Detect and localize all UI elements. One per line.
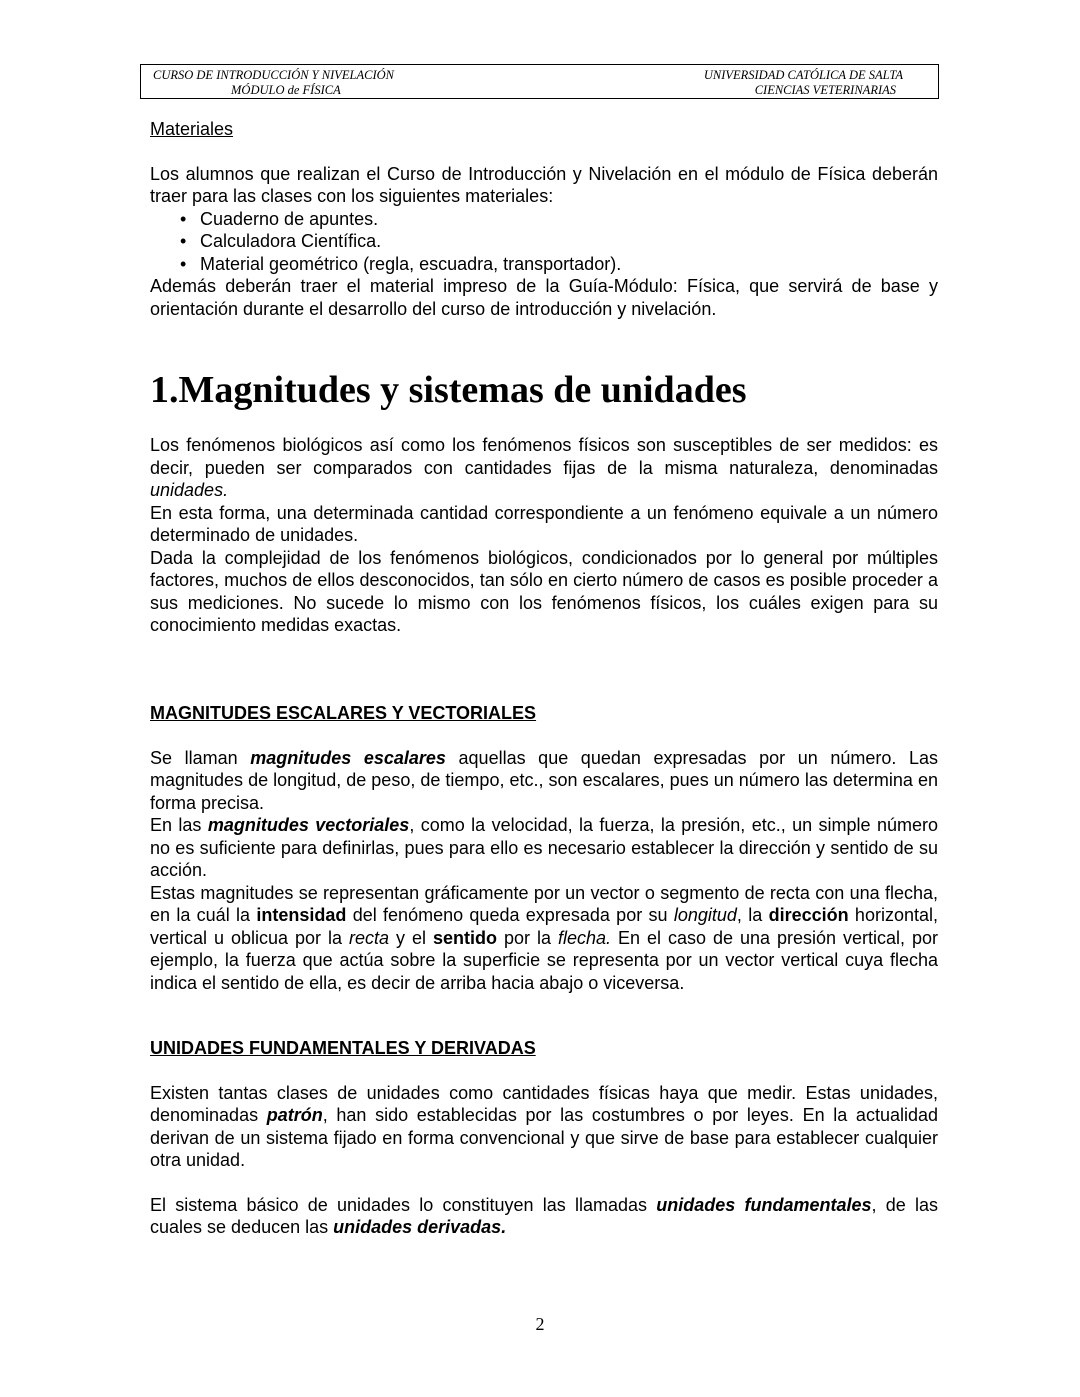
paragraph: En esta forma, una determinada cantidad correspondiente a un fenómeno equivale a un número determinado de unidades. [150, 502, 938, 545]
section1-body [150, 434, 938, 637]
list-item: • Cuaderno de apuntes. [180, 208, 938, 231]
unidades-section [150, 1037, 938, 1239]
header-module: MÓDULO de FÍSICA [231, 83, 341, 97]
materiales-heading: Materiales [150, 119, 234, 139]
materiales-intro: Los alumnos que realizan el Curso de Introducción y Nivelación en el módulo de Física deberán traer para las clases con los siguientes materiales: [150, 163, 938, 206]
escalares-heading: MAGNITUDES ESCALARES Y VECTORIALES [150, 703, 537, 723]
unidades-heading: UNIDADES FUNDAMENTALES Y DERIVADAS [150, 1038, 536, 1058]
paragraph: Existen tantas clases de unidades como cantidades físicas haya que medir. Estas unidades, denominadas patrón, han sido establecidas por las costumbres o por leyes. En la actualidad derivan de un sistema fijado en forma convencional y que sirve de base para establecer cualquier otra unidad. [150, 1082, 938, 1170]
paragraph: Estas magnitudes se representan gráficamente por un vector o segmento de recta con una flecha, en la cuál la intensidad del fenómeno queda expresada por su longitud, la dirección horizontal, vertical u oblicua por la recta y el sentido por la flecha. En el caso de una presión vertical, por ejemplo, la fuerza que actúa sobre la superficie se representa por un vector vertical cuya flecha indica el sentido de ella, es decir de arriba hacia abajo o viceversa. [150, 882, 938, 993]
header-course: CURSO DE INTRODUCCIÓN Y NIVELACIÓN [153, 68, 394, 82]
materiales-section [150, 118, 938, 320]
paragraph: Se llaman magnitudes escalares aquellas que quedan expresadas por un número. Las magnitudes de longitud, de peso, de tiempo, etc., son escalares, pues un número las determina en forma precisa. [150, 747, 938, 813]
header-university: UNIVERSIDAD CATÓLICA DE SALTA [703, 68, 903, 82]
header-faculty: CIENCIAS VETERINARIAS [754, 83, 896, 97]
section-title: 1.Magnitudes y sistemas de unidades [150, 369, 747, 411]
materiales-list [150, 208, 938, 276]
paragraph: En las magnitudes vectoriales, como la velocidad, la fuerza, la presión, etc., un simple número no es suficiente para definirlas, pues para ello es necesario establecer la dirección y sentido de su acción. [150, 815, 939, 880]
paragraph: Dada la complejidad de los fenómenos biológicos, condicionados por lo general por múltiples factores, muchos de ellos desconocidos, tan sólo en cierto número de casos es posible proceder a sus mediciones. No sucede lo mismo con los fenómenos físicos, los cuáles exigen para su conocimiento medidas exactas. [150, 547, 938, 635]
page-header [140, 64, 939, 99]
page-number: 2 [535, 1314, 545, 1334]
paragraph: Los fenómenos biológicos así como los fenómenos físicos son susceptibles de ser medidos: es decir, pueden ser comparados con cantidades fijas de la misma naturaleza, denominadas unidades. [150, 435, 938, 500]
escalares-section [150, 702, 938, 994]
list-item: • Material geométrico (regla, escuadra, transportador). [180, 253, 938, 276]
materiales-outro: Además deberán traer el material impreso de la Guía-Módulo: Física, que servirá de base y orientación durante el desarrollo del curso de introducción y nivelación. [150, 276, 938, 319]
paragraph: El sistema básico de unidades lo constituyen las llamadas unidades fundamentales, de las cuales se deducen las unidades derivadas. [150, 1194, 938, 1237]
list-item: • Calculadora Científica. [180, 230, 938, 253]
